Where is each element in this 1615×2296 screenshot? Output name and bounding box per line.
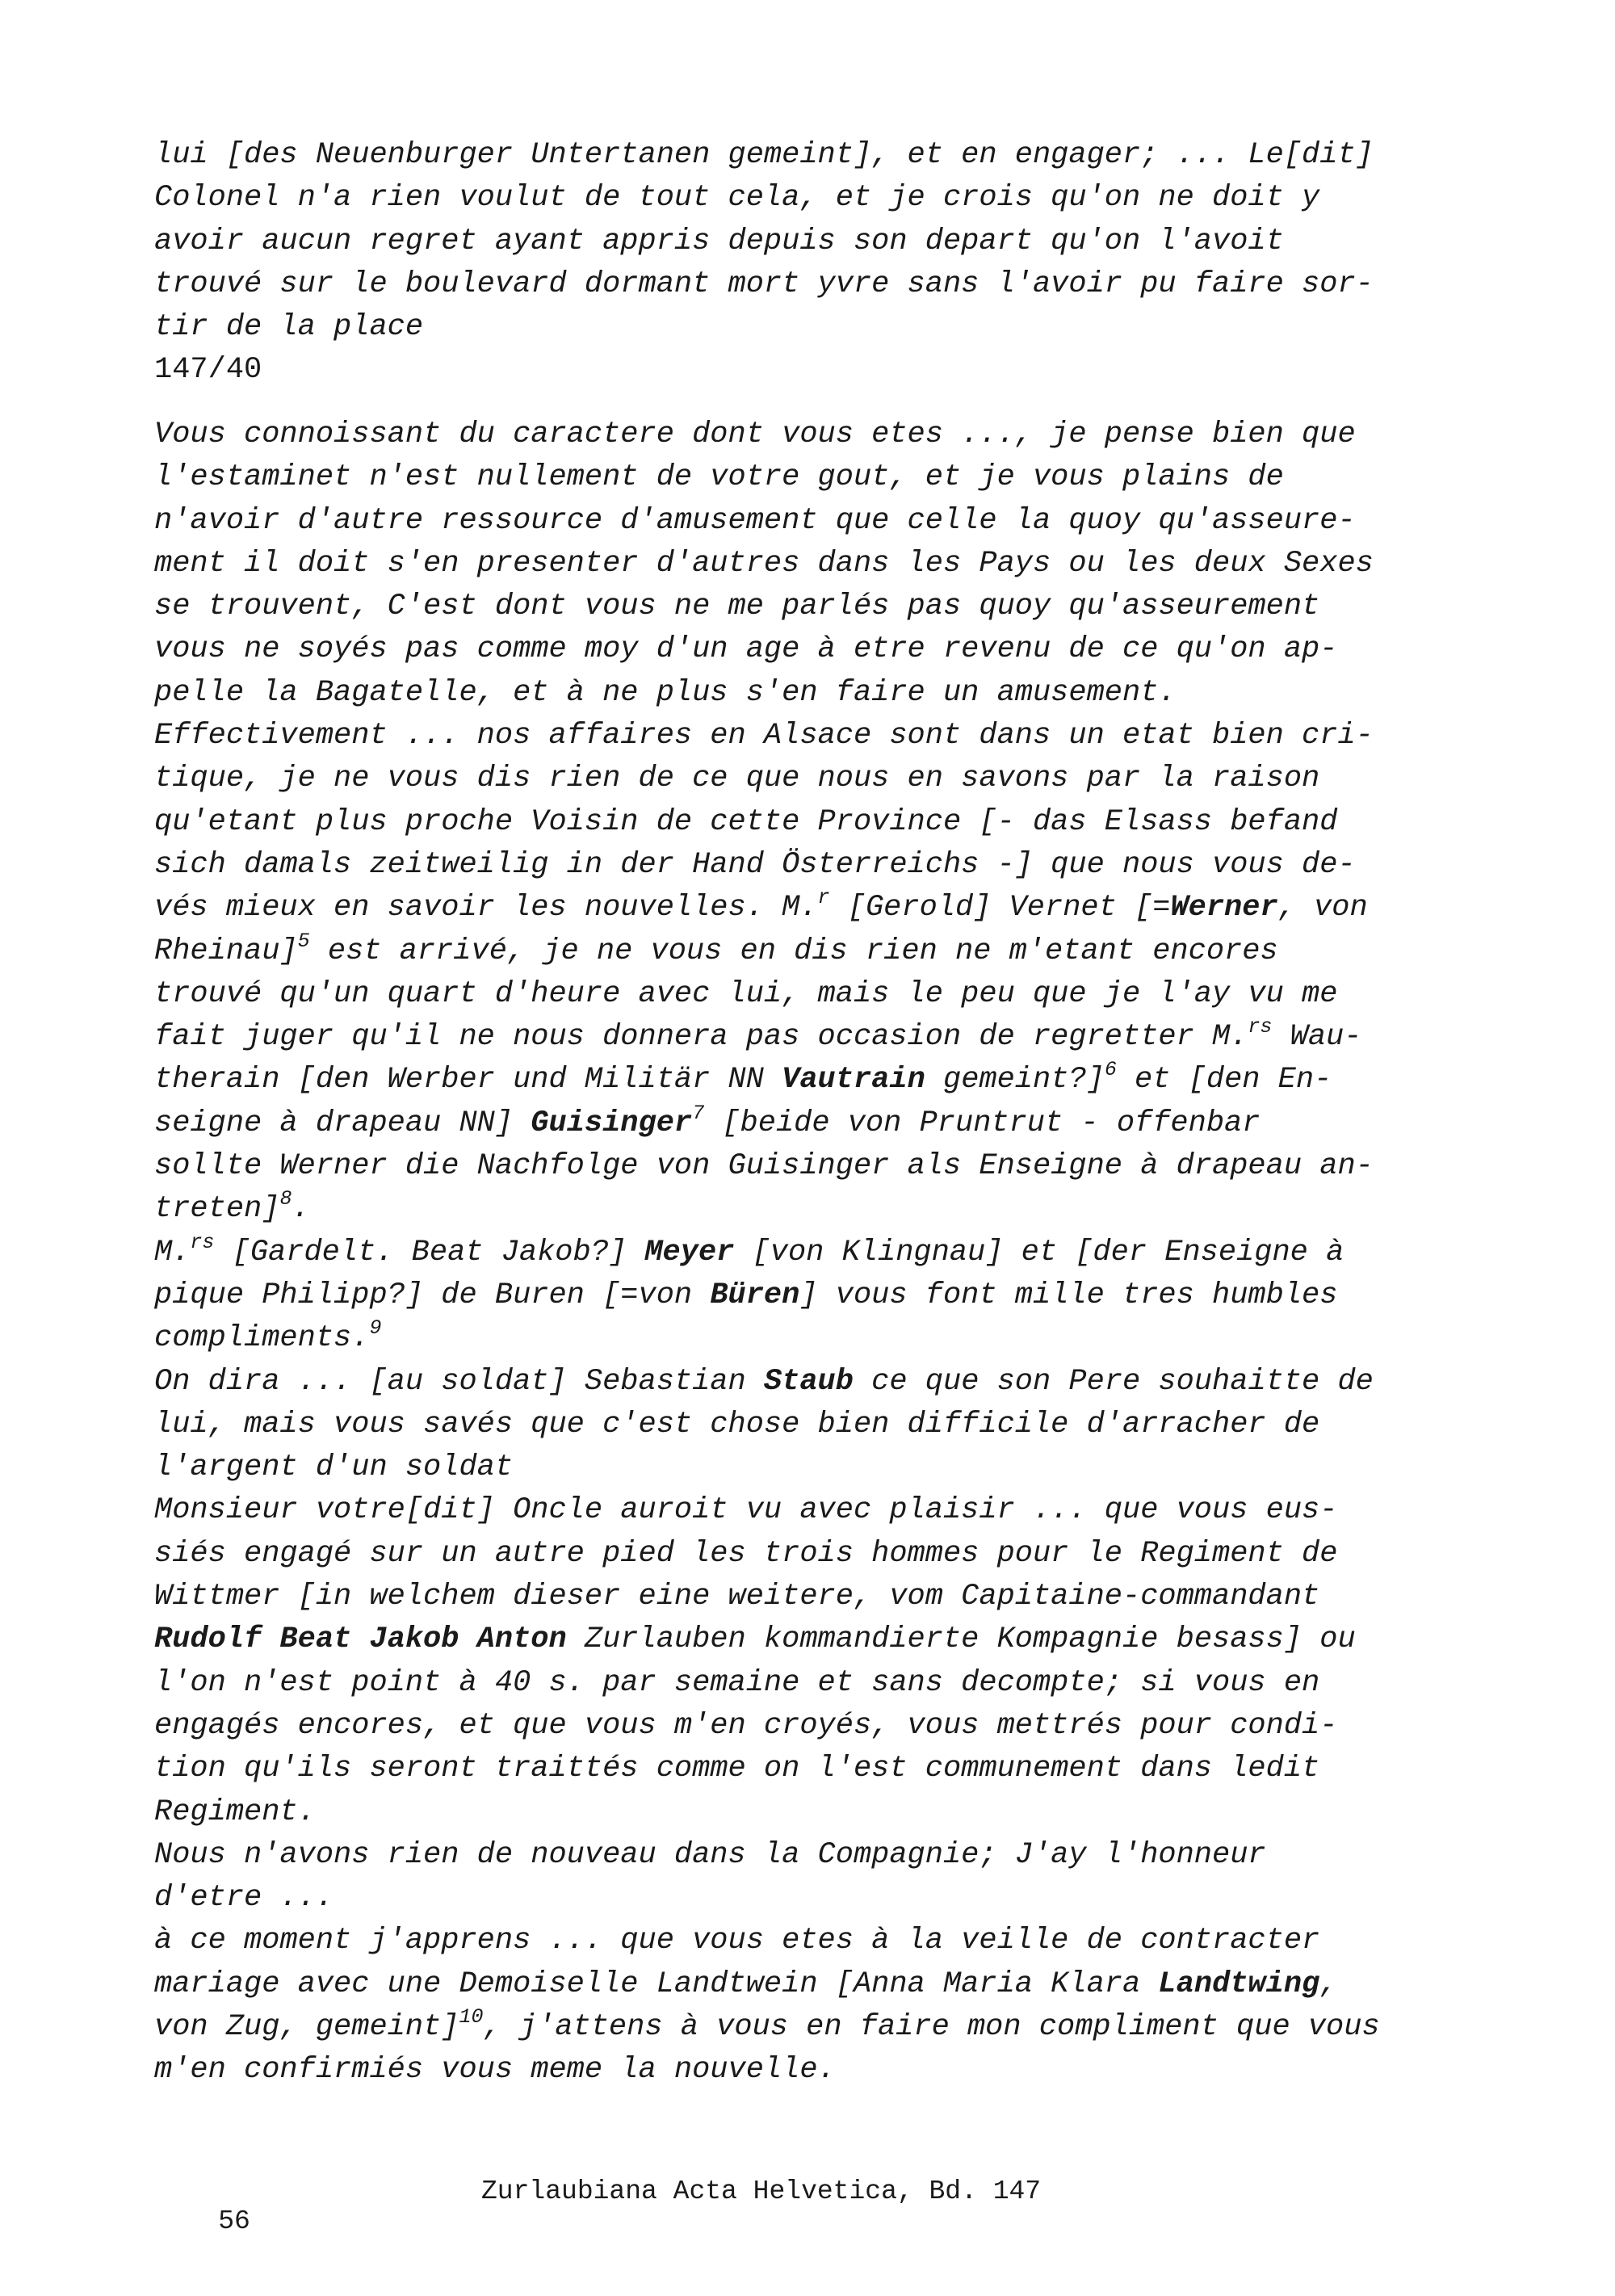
text-line	[154, 1059, 1414, 1102]
text-run: , von	[1277, 891, 1368, 926]
bold-name: Rudolf Beat Jakob Anton	[154, 1622, 567, 1657]
text-line: lui [des Neuenburger Untertanen gemeint], et en engager; ... Le[dit]	[154, 138, 1374, 172]
text-run: seigne à drapeau NN]	[154, 1106, 531, 1140]
text-line	[154, 887, 1414, 930]
text-run: mariage avec une Demoiselle Landtwein [Anna Maria Klara	[154, 1967, 1159, 2001]
text-line: Monsieur votre[dit] Oncle auroit vu avec plaisir ... que vous eus-	[154, 1493, 1338, 1528]
text-line: Vous connoissant du caractere dont vous etes ..., je pense bien que	[154, 418, 1356, 451]
text-line	[154, 1361, 1414, 1404]
text-line: vous ne soyés pas comme moy d'un age à etre revenu de ce qu'on ap-	[154, 632, 1338, 667]
text-line: ment il doit s'en presenter d'autres dans les Pays ou les deux Sexes	[154, 546, 1374, 581]
paragraph-letter	[154, 413, 1414, 2092]
text-run: von Zug, gemeint]	[154, 2009, 459, 2044]
text-line: avoir aucun regret ayant appris depuis son depart qu'on l'avoit	[154, 224, 1284, 258]
text-line: trouvé sur le boulevard dormant mort yvre sans l'avoir pu faire sor-	[154, 267, 1374, 301]
bold-name: Büren	[710, 1278, 800, 1312]
text-line: pelle la Bagatelle, et à ne plus s'en faire un amusement.	[154, 675, 1177, 710]
footnote-marker: 6	[1104, 1058, 1117, 1082]
page-number: 56	[218, 2206, 250, 2236]
text-line: sich damals zeitweilig in der Hand Österreichs -] que nous vous de-	[154, 847, 1356, 882]
text-line: l'on n'est point à 40 s. par semaine et sans decompte; si vous en	[154, 1665, 1320, 1700]
footnote-marker: 8	[279, 1187, 292, 1211]
text-run: On dira ... [au soldat] Sebastian	[154, 1364, 764, 1399]
text-line: qu'etant plus proche Voisin de cette Province [- das Elsass befand	[154, 804, 1338, 839]
text-line	[154, 2006, 1414, 2049]
text-run: [Gardelt. Beat Jakob?]	[214, 1235, 645, 1270]
footnote-marker: 7	[692, 1101, 705, 1125]
page-footer	[154, 2176, 1042, 2296]
text-line: siés engagé sur un autre pied les trois hommes pour le Regiment de	[154, 1536, 1338, 1571]
text-run: treten]	[154, 1192, 280, 1227]
text-line: engagés encores, et que vous m'en croyés, vous mettrés pour condi-	[154, 1708, 1338, 1743]
text-run: et [den En-	[1116, 1063, 1332, 1098]
superscript: r	[817, 886, 830, 910]
text-line: tion qu'ils seront traittés comme on l'est communement dans ledit	[154, 1752, 1320, 1786]
text-run: , j'attens à vous en faire mon compliment que vous	[483, 2009, 1380, 2044]
bold-name: Vautrain	[782, 1063, 925, 1098]
text-line: m'en confirmiés vous meme la nouvelle.	[154, 2053, 836, 2088]
text-run: Zurlauben kommandierte Kompagnie besass] ou	[566, 1622, 1356, 1657]
text-line: Colonel n'a rien voulut de tout cela, et je crois qu'on ne doit y	[154, 181, 1320, 216]
text-line: l'argent d'un soldat	[154, 1450, 514, 1485]
superscript: rs	[190, 1230, 215, 1254]
text-run: M.	[154, 1235, 191, 1270]
text-line	[154, 1963, 1414, 2006]
text-line: se trouvent, C'est dont vous ne me parlés pas quoy qu'asseurement	[154, 590, 1320, 624]
text-run: ] vous font mille tres humbles	[799, 1278, 1338, 1312]
text-line	[154, 1016, 1414, 1059]
text-line	[154, 1188, 1414, 1231]
footnote-marker: 5	[297, 929, 310, 953]
text-run: Wau-	[1272, 1020, 1362, 1055]
text-run: [beide von Pruntrut - offenbar	[704, 1106, 1261, 1140]
text-run: vés mieux en savoir les nouvelles. M.	[154, 891, 818, 926]
text-run: therain [den Werber und Militär NN	[154, 1063, 782, 1098]
text-line: n'avoir d'autre ressource d'amusement que celle la quoy qu'asseure-	[154, 503, 1356, 538]
text-run: pique Philipp?] de Buren [=von	[154, 1278, 711, 1312]
text-run: .	[292, 1192, 310, 1227]
text-run: [Gerold] Vernet [=	[829, 891, 1171, 926]
text-line: l'estaminet n'est nullement de votre gout, et je vous plains de	[154, 460, 1284, 495]
text-line: à ce moment j'apprens ... que vous etes à la veille de contracter	[154, 1924, 1320, 1958]
document-reference: 147/40	[154, 353, 262, 388]
text-run: est arrivé, je ne vous en dis rien ne m'etant encores	[309, 934, 1278, 968]
text-line	[154, 1102, 1414, 1145]
running-title: Zurlaubiana Acta Helvetica, Bd. 147	[481, 2176, 1042, 2206]
bold-name: Guisinger	[531, 1106, 693, 1140]
text-line: d'etre ...	[154, 1881, 334, 1916]
text-line: Effectivement ... nos affaires en Alsace sont dans un etat bien cri-	[154, 719, 1374, 753]
text-line: tir de la place	[154, 310, 424, 345]
text-line: sollte Werner die Nachfolge von Guisinger als Enseigne à drapeau an-	[154, 1149, 1374, 1184]
superscript: rs	[1248, 1015, 1273, 1039]
text-run: ce que son Pere souhaitte de	[853, 1364, 1374, 1399]
bold-name: Meyer	[644, 1235, 735, 1270]
text-line	[154, 1274, 1414, 1317]
text-line	[154, 1317, 1414, 1360]
text-line: lui, mais vous savés que c'est chose bien difficile d'arracher de	[154, 1407, 1320, 1442]
bold-name: Staub	[763, 1364, 854, 1399]
bold-name: Werner	[1170, 891, 1278, 926]
paragraph-top	[154, 134, 1414, 392]
text-line: trouvé qu'un quart d'heure avec lui, mais le peu que je l'ay vu me	[154, 976, 1338, 1011]
text-run: Rheinau]	[154, 934, 298, 968]
text-line: Regiment.	[154, 1794, 316, 1829]
footnote-marker: 9	[369, 1316, 382, 1341]
text-run: ,	[1319, 1967, 1338, 2001]
text-line: tique, je ne vous dis rien de ce que nous en savons par la raison	[154, 762, 1320, 796]
text-line	[154, 1232, 1414, 1274]
text-line: Wittmer [in welchem dieser eine weitere, vom Capitaine-commandant	[154, 1580, 1320, 1614]
text-run: [von Klingnau] et [der Enseigne à	[734, 1235, 1344, 1270]
text-line	[154, 1618, 1414, 1661]
text-run: compliments.	[154, 1321, 370, 1356]
footnote-marker: 10	[459, 2004, 484, 2029]
bold-name: Landtwing	[1158, 1967, 1320, 2001]
text-run: fait juger qu'il ne nous donnera pas occasion de regretter M.	[154, 1020, 1248, 1055]
text-line: Nous n'avons rien de nouveau dans la Compagnie; J'ay l'honneur	[154, 1837, 1266, 1872]
text-run: gemeint?]	[925, 1063, 1105, 1098]
text-line	[154, 930, 1414, 973]
